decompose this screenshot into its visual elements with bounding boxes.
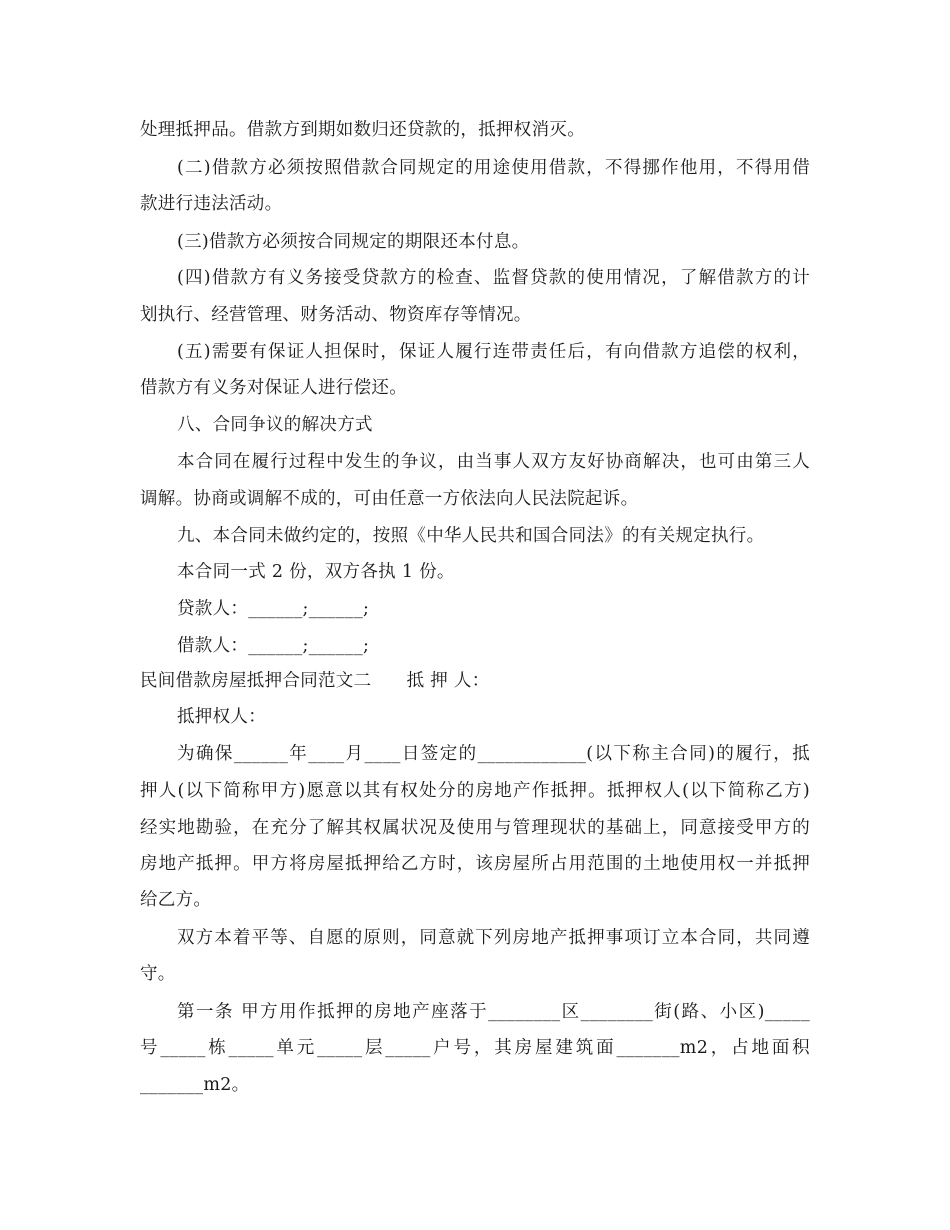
text-line: _______m2。 bbox=[140, 1075, 250, 1095]
text-line: 房地产抵押。甲方将房屋抵押给乙方时，该房屋所占用范围的土地使用权一并抵押 bbox=[140, 854, 810, 874]
text-line: (五)需要有保证人担保时，保证人履行连带责任后，有向借款方追偿的权利， bbox=[177, 342, 810, 362]
text-line: 款进行违法活动。 bbox=[140, 194, 283, 214]
text-line: 调解。协商或调解不成的，可由任意一方依法向人民法院起诉。 bbox=[140, 489, 639, 509]
text-line: (三)借款方必须按合同规定的期限还本付息。 bbox=[177, 232, 530, 252]
section-heading: 八、合同争议的解决方式 bbox=[177, 415, 373, 435]
text-line: 守。 bbox=[140, 964, 176, 984]
text-line: 为确保______年____月____日签定的____________(以下称主合同)的履行，抵 bbox=[177, 744, 810, 764]
text-line: (二)借款方必须按照借款合同规定的用途使用借款，不得挪作他用，不得用借 bbox=[177, 158, 810, 178]
text-line: 给乙方。 bbox=[140, 890, 212, 910]
text-line: 划执行、经营管理、财务活动、物资库存等情况。 bbox=[140, 305, 532, 325]
signature-line-lender: 贷款人：______;______; bbox=[177, 599, 370, 619]
text-line: 本合同一式 2 份，双方各执 1 份。 bbox=[177, 562, 455, 582]
signature-line-borrower: 借款人：______;______; bbox=[177, 636, 370, 656]
text-line: 借款方有义务对保证人进行偿还。 bbox=[140, 378, 407, 398]
text-line: 号_____栋_____单元_____层_____户号，其房屋建筑面_______m2，占地面积 bbox=[140, 1038, 810, 1058]
text-line: 处理抵押品。借款方到期如数归还贷款的，抵押权消灭。 bbox=[140, 120, 585, 140]
text-line: 第一条 甲方用作抵押的房地产座落于________区________街(路、小区)_____ bbox=[177, 1002, 810, 1022]
text-line: 本合同在履行过程中发生的争议，由当事人双方友好协商解决，也可由第三人 bbox=[177, 452, 810, 472]
text-line: 抵押权人： bbox=[177, 707, 266, 727]
text-line: 经实地勘验，在充分了解其权属状况及使用与管理现状的基础上，同意接受甲方的 bbox=[140, 818, 810, 838]
document-title: 民间借款房屋抵押合同范文二 抵 押 人： bbox=[140, 671, 490, 691]
text-line: (四)借款方有义务接受贷款方的检查、监督贷款的使用情况，了解借款方的计 bbox=[177, 268, 810, 288]
text-line: 押人(以下简称甲方)愿意以其有权处分的房地产作抵押。抵押权人(以下简称乙方) bbox=[140, 781, 810, 801]
text-line: 九、本合同未做约定的，按照《中华人民共和国合同法》的有关规定执行。 bbox=[177, 526, 765, 546]
text-line: 双方本着平等、自愿的原则，同意就下列房地产抵押事项订立本合同，共同遵 bbox=[177, 928, 810, 948]
